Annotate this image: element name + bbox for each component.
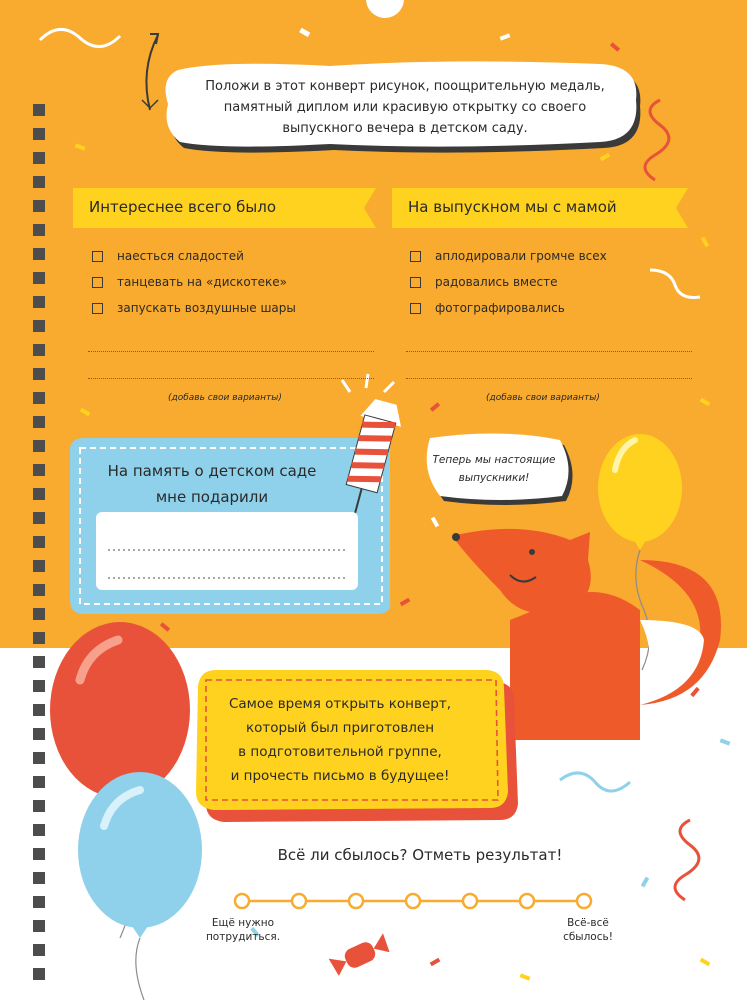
arrow-up-icon xyxy=(146,35,158,110)
write-in-line[interactable] xyxy=(406,378,692,379)
write-in-line[interactable] xyxy=(88,351,374,352)
scale-low-label: Ещё нужно потрудиться. xyxy=(205,917,281,943)
right-section-banner xyxy=(392,188,686,228)
checkbox[interactable] xyxy=(410,303,421,314)
scale-point xyxy=(577,894,591,908)
right-checkbox-item[interactable]: радовались вместе xyxy=(410,275,557,289)
scale-point xyxy=(463,894,477,908)
right-checkbox-item[interactable]: аплодировали громче всех xyxy=(410,249,607,263)
left-checkbox-item[interactable]: запускать воздушные шары xyxy=(92,301,296,315)
yellow-balloon xyxy=(598,434,682,542)
red-balloon xyxy=(50,622,190,798)
scale-point xyxy=(292,894,306,908)
gift-box-title: На память о детском саде мне подарили xyxy=(107,462,317,506)
gift-write-area[interactable] xyxy=(96,512,358,590)
checkbox[interactable] xyxy=(410,251,421,262)
right-checkbox-item[interactable]: фотографировались xyxy=(410,301,565,315)
squiggle-decoration xyxy=(645,100,669,180)
scale-high-label: Всё-всё сбылось! xyxy=(563,917,613,943)
right-section-title: На выпускном мы с мамой xyxy=(408,198,617,216)
intro-line: памятный диплом или красивую открытку со своего xyxy=(223,100,587,115)
left-checkbox-item[interactable]: танцевать на «дискотеке» xyxy=(92,275,287,289)
write-in-line[interactable] xyxy=(406,351,692,352)
left-section-title: Интереснее всего было xyxy=(89,198,277,216)
scale-point xyxy=(235,894,249,908)
squiggle-decoration xyxy=(40,29,120,46)
result-title: Всё ли сбылось? Отметь результат! xyxy=(277,846,563,864)
checkbox[interactable] xyxy=(92,251,103,262)
checkbox[interactable] xyxy=(410,277,421,288)
left-checkbox-item[interactable]: наесться сладостей xyxy=(92,249,244,263)
checkbox[interactable] xyxy=(92,303,103,314)
fox-speech-bubble: Теперь мы настоящие выпускники! xyxy=(432,454,556,484)
scale-point xyxy=(406,894,420,908)
intro-text xyxy=(170,62,640,148)
left-hint: (добавь свои варианты) xyxy=(168,393,282,403)
scale-point xyxy=(520,894,534,908)
write-in-line[interactable] xyxy=(88,378,374,379)
blue-balloon xyxy=(78,772,202,928)
intro-line: Положи в этот конверт рисунок, поощрительную медаль, xyxy=(205,79,605,94)
scale-point xyxy=(349,894,363,908)
right-hint: (добавь свои варианты) xyxy=(486,393,600,403)
envelope-note: Самое время открыть конверт, который был приготовлен в подготовительной группе, и прочесть письмо в будущее! xyxy=(228,696,451,784)
checkbox[interactable] xyxy=(92,277,103,288)
intro-line: выпускного вечера в детском саду. xyxy=(282,121,528,136)
left-section-banner xyxy=(73,188,373,228)
